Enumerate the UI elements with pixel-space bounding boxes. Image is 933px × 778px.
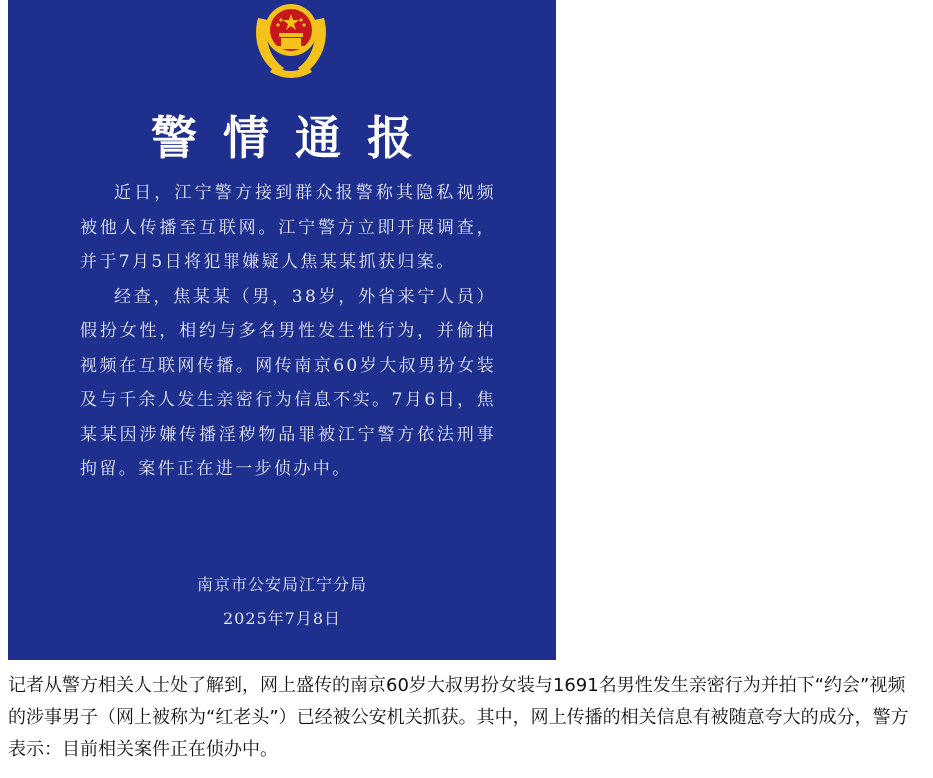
police-notice-image <box>8 0 556 660</box>
article-caption: 记者从警方相关人士处了解到，网上盛传的南京60岁大叔男扮女装与1691名男性发生亲密行为并拍下“约会”视频的涉事男子（网上被称为“红老头”）已经被公安机关抓获。其中，网上传播的相关信息有被随意夸大的成分，警方表示：目前相关案件正在侦办中。 <box>8 675 909 760</box>
notice-title: 警情通报 <box>151 111 439 165</box>
notice-paragraph-2: 经查，焦某某（男，38岁，外省来宁人员）假扮女性，相约与多名男性发生性行为，并偷拍视频在互联网传播。网传南京60岁大叔男扮女装及与千余人发生亲密行为信息不实。7月6日，焦某某因涉嫌传播淫秽物品罪被江宁警方依法刑事拘留。案件正在进一步侦办中。 <box>80 286 496 479</box>
notice-date: 2025年7月8日 <box>222 609 342 628</box>
notice-signature <box>8 568 556 636</box>
police-emblem-icon <box>248 0 334 82</box>
notice-issuer: 南京市公安局江宁分局 <box>196 575 367 594</box>
notice-paragraph-1: 近日，江宁警方接到群众报警称其隐私视频被他人传播至互联网。江宁警方立即开展调查，并于7月5日将犯罪嫌疑人焦某某抓获归案。 <box>80 183 496 272</box>
notice-body <box>80 176 496 487</box>
